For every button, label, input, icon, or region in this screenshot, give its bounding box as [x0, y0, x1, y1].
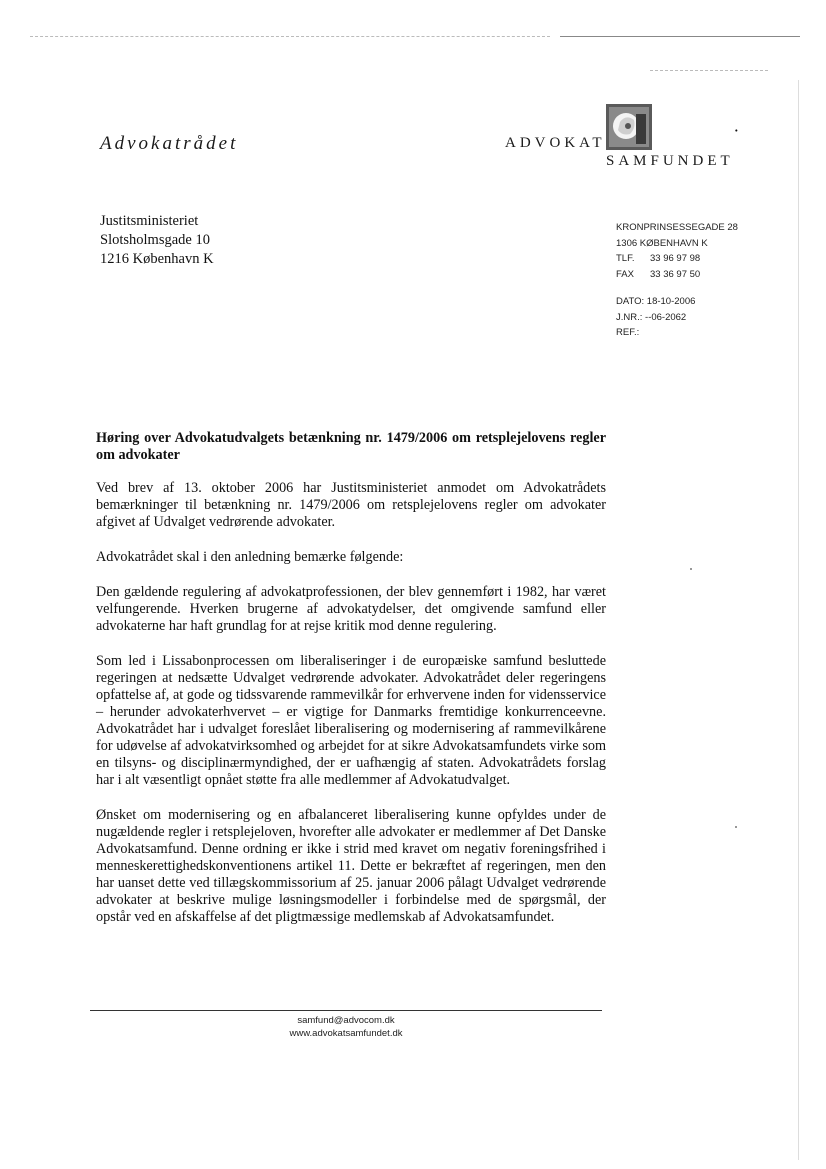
phone-number: 33 96 97 98	[650, 253, 701, 264]
letter-body	[96, 430, 606, 926]
footer	[90, 1014, 602, 1040]
body-paragraph: Den gældende regulering af advokatprofessionen, der blev gennemført i 1982, har været velfungerende. Hverken brugerne af advokatydelser, det omgivende samfund eller advokaterne har haft grundlag for at rejse kritik mod denne regulering.	[96, 584, 606, 634]
fax-label: FAX	[616, 268, 634, 280]
body-paragraph: Ved brev af 13. oktober 2006 har Justitsministeriet anmodet om Advokatrådets bemærkninger til betænkning nr. 1479/2006 om retsplejelovens regler om advokater afgivet af Udvalget vedrørende advokater.	[96, 480, 606, 530]
reference: REF.:	[616, 327, 640, 338]
footer-email[interactable]: samfund@advocom.dk	[297, 1015, 395, 1026]
body-paragraph: Som led i Lissabonprocessen om liberaliseringer i de europæiske samfund besluttede regeringen at nedsætte Udvalget vedrørende advokater. Advokatrådet deler regeringens opfattelse af, at gode og tidssvarende rammevilkår for erhvervene inden for vidensservice – herunder advokaterhvervet – er vigtige for Danmarks fremtidige konkurrenceevne. Advokatrådet har i udvalget foreslået liberalisering og modernisering af rammevilkårene for udøvelse af advokatvirksomhed og arbejdet for at sikre Advokatsamfundets virke som en tilsyns- og disciplinærmyndighed, der er uafhængig af staten. Advokatrådets forslag har i alt væsentligt opnået støtte fra alle medlemmer af Advokatudvalget.	[96, 653, 606, 788]
scan-artifact-line	[650, 70, 768, 71]
sender-street: KRONPRINSESSEGADE 28	[616, 222, 738, 233]
letter-date: DATO: 18-10-2006	[616, 296, 696, 307]
body-paragraph: Advokatrådet skal i den anledning bemærke følgende:	[96, 549, 404, 565]
journal-number: J.NR.: --06-2062	[616, 311, 687, 323]
recipient-line: 1216 København K	[100, 251, 214, 267]
scan-page-edge	[798, 80, 799, 1160]
recipient-line: Slotsholmsgade 10	[100, 232, 210, 248]
logo-word-advokat: ADVOKAT	[505, 135, 606, 151]
sender-phone	[616, 251, 738, 267]
phone-label: TLF.	[616, 253, 635, 264]
scan-artifact-line	[30, 36, 550, 37]
footer-website[interactable]: www.advokatsamfundet.dk	[289, 1028, 403, 1039]
justitia-logo-icon	[606, 104, 652, 150]
recipient-address	[100, 212, 214, 269]
scan-speck	[690, 568, 692, 570]
fax-number: 33 36 97 50	[650, 268, 701, 280]
scan-artifact-mark: ˙	[734, 128, 739, 143]
recipient-line: Justitsministeriet	[100, 213, 199, 229]
footer-divider	[90, 1010, 602, 1011]
scan-speck	[735, 826, 737, 828]
sender-city: 1306 KØBENHAVN K	[616, 237, 708, 249]
logo-word-samfundet: SAMFUNDET	[606, 153, 734, 169]
body-paragraph: Ønsket om modernisering og en afbalanceret liberalisering kunne opfyldes under de nugældende regler i retsplejeloven, hvorefter alle advokater er medlemmer af Det Danske Advokatsamfund. Denne ordning er ikke i strid med kravet om negativ foreningsfrihed i menneskerettighedskonventionens artikel 11. Dette er bekræftet af regeringen, men den har uanset dette ved tillægskommissorium af 25. januar 2006 pålagt Udvalget vedrørende advokater at beskrive mulige løsningsmodeller i forbindelse med de spørgsmål, der opstår ved en afskaffelse af det pligtmæssige medlemskab af Advokatsamfundet.	[96, 807, 606, 925]
letterhead-brand: Advokatrådet	[100, 133, 239, 154]
sender-fax	[616, 267, 738, 283]
sender-address	[616, 220, 738, 341]
letter-subject: Høring over Advokatudvalgets betænkning nr. 1479/2006 om retsplejelovens regler om advokater	[96, 430, 606, 463]
scan-artifact-line	[560, 36, 800, 37]
